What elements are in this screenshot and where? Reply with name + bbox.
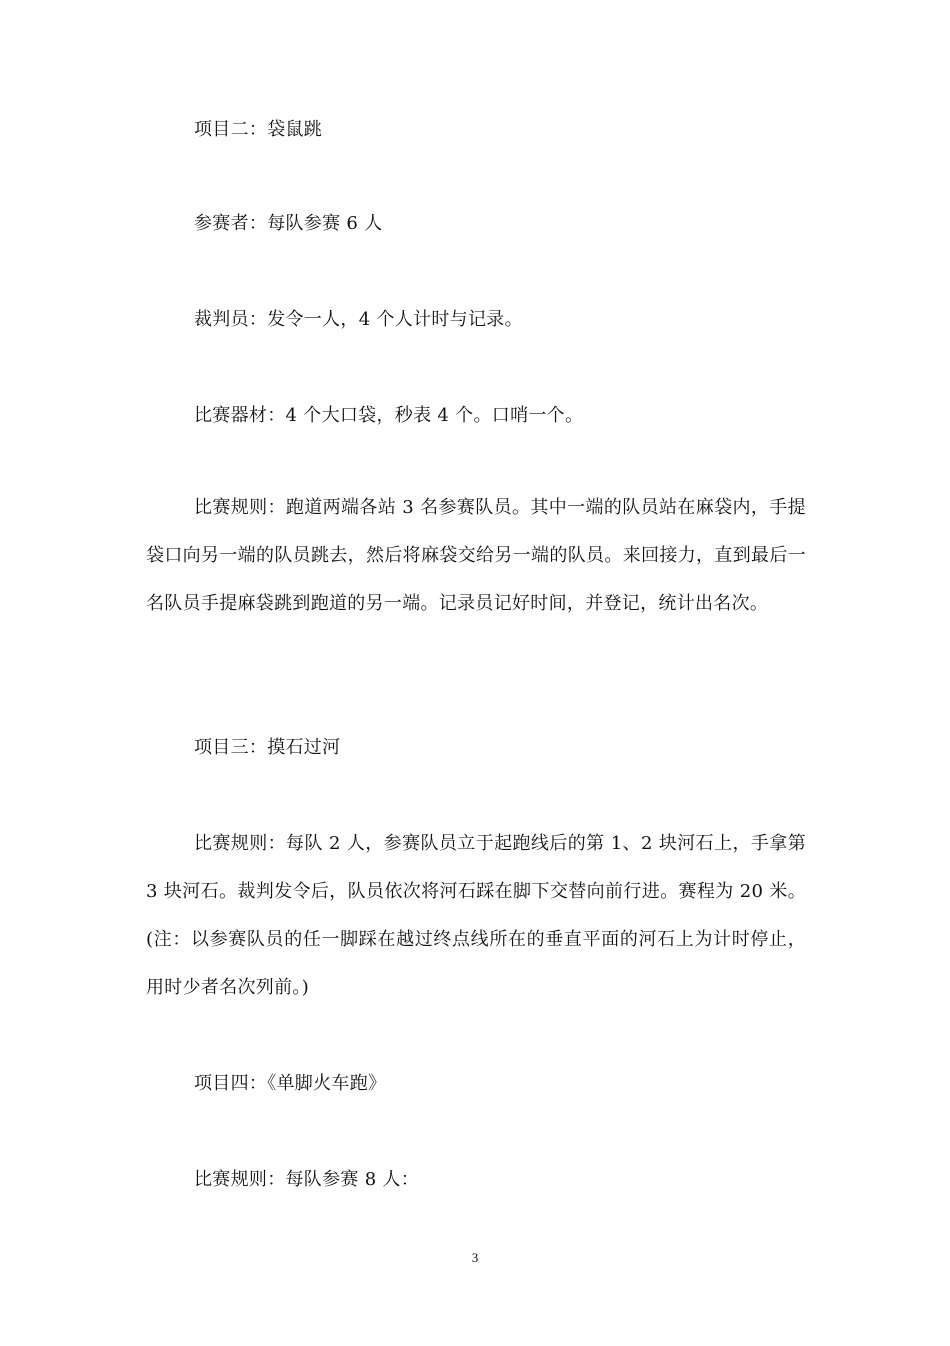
referees-line: 裁判员：发令一人，4 个人计时与记录。 (194, 309, 523, 330)
participants-line: 参赛者：每队参赛 6 人 (194, 213, 383, 234)
rules-project-2: 比赛规则：跑道两端各站 3 名参赛队员。其中一端的队员站在麻袋内，手提袋口向另一端的队员跳去，然后将麻袋交给另一端的队员。来回接力，直到最后一名队员手提麻袋跳到跑道的另一端。记录员记好时间，并登记，统计出名次。 (146, 497, 806, 614)
rules-project-4: 比赛规则：每队参赛 8 人： (194, 1169, 420, 1190)
heading-project-4: 项目四：《单脚火车跑》 (194, 1073, 387, 1094)
equipment-line: 比赛器材：4 个大口袋，秒表 4 个。口哨一个。 (194, 405, 584, 426)
heading-project-3: 项目三：摸石过河 (194, 737, 341, 758)
heading-project-2: 项目二：袋鼠跳 (194, 119, 323, 140)
page-number: 3 (471, 1250, 479, 1265)
rules-project-3: 比赛规则：每队 2 人，参赛队员立于起跑线后的第 1、2 块河石上，手拿第 3 块河石。裁判发令后，队员依次将河石踩在脚下交替向前行进。赛程为 20 米。(注：以参赛队员的任一脚踩在越过终点线所在的垂直平面的河石上为计时停止，用时少者名次列前。) (146, 833, 806, 998)
